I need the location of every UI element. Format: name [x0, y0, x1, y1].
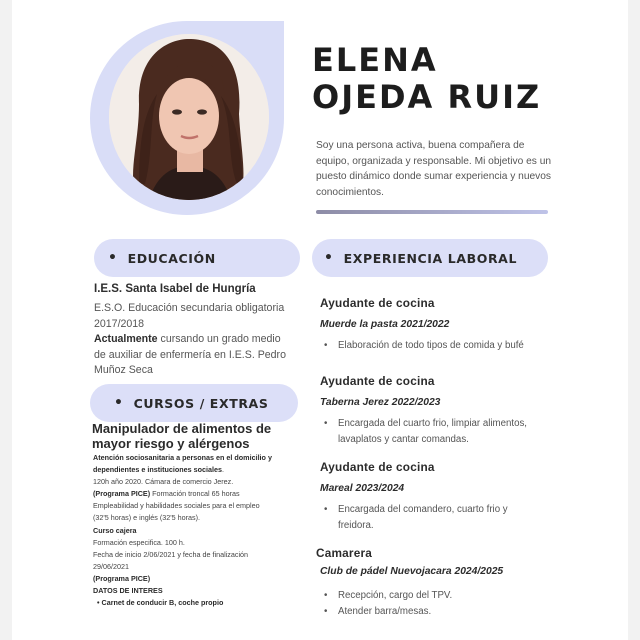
course-details: [93, 452, 273, 609]
bullet-icon: •: [108, 250, 118, 266]
education-details: [94, 301, 294, 379]
bullet-icon: •: [324, 605, 328, 617]
education-line-2: 2017/2018: [94, 317, 145, 330]
first-name: ELENA: [312, 41, 438, 79]
course-main-title: Manipulador de alimentos de mayor riesgo y alérgenos: [92, 421, 272, 451]
bullet-icon: •: [324, 250, 334, 266]
job-place: Mareal 2023/2024: [320, 483, 405, 494]
courses-title: CURSOS / EXTRAS: [133, 395, 269, 411]
list-item-text: Recepción, cargo del TPV.: [338, 590, 453, 601]
list-item-text: Elaboración de todo tipos de comida y bufé: [338, 340, 524, 351]
bullet-icon: •: [97, 598, 100, 608]
education-header: [94, 239, 300, 277]
profile-divider: [316, 210, 548, 214]
job-place: Muerde la pasta 2021/2022: [320, 319, 450, 330]
list-item: [324, 416, 544, 447]
education-title: EDUCACIÓN: [127, 250, 216, 266]
job-description: [324, 338, 544, 354]
bullet-icon: •: [114, 395, 124, 411]
experience-title: EXPERIENCIA LABORAL: [343, 250, 518, 266]
course-3-line-2: Fecha de inicio 2/06/2021 y fecha de finalización: [93, 549, 249, 559]
bullet-icon: •: [324, 504, 328, 515]
candidate-name: [312, 42, 541, 116]
course-2: [93, 488, 273, 524]
course-2-text: Formación troncal 65 horas Empleabilidad y habilidades sociales para el empleo (32'5 horas) e inglés (32'5 horas).: [93, 489, 260, 523]
list-item: [324, 588, 544, 604]
list-item-text: Atender barra/mesas.: [338, 605, 432, 617]
interest-item: [93, 597, 273, 609]
list-item: [324, 604, 544, 620]
bullet-icon: •: [324, 590, 328, 601]
course-1-title: Atención sociosanitaria a personas en el domicilio y dependientes e instituciones sociales: [93, 453, 272, 475]
current-label: Actualmente: [94, 333, 158, 345]
course-1-title-tail: .: [222, 465, 225, 475]
last-name: OJEDA RUIZ: [312, 78, 542, 116]
job-description: [324, 502, 544, 533]
pice-label-2: (Programa PICE): [93, 573, 151, 583]
cv-page: [12, 0, 628, 640]
job-place: Taberna Jerez 2022/2023: [320, 397, 441, 408]
portrait-illustration: [109, 34, 269, 200]
experience-header: [312, 239, 548, 277]
job-title: Ayudante de cocina: [320, 296, 435, 310]
job-description: [324, 416, 544, 447]
education-line-1: E.S.O. Educación secundaria obligatoria: [94, 302, 285, 314]
course-3-line-3: 29/06/2021: [93, 561, 129, 571]
pice-label: (Programa PICE): [93, 489, 151, 499]
profile-summary: Soy una persona activa, buena compañera de equipo, organizada y responsable. Mi objetivo es un puesto dinámico donde sumar experiencia y nuevos conocimientos.: [316, 140, 552, 198]
list-item-text: Encargada del comandero, cuarto frio y freidora.: [338, 504, 508, 531]
interest-title: DATOS DE INTERES: [93, 586, 163, 596]
job-place: Club de pádel Nuevojacara 2024/2025: [320, 566, 504, 577]
course-1: [93, 452, 273, 476]
profile-photo: [109, 34, 269, 200]
job-title: Ayudante de cocina: [320, 374, 435, 388]
job-title: Ayudante de cocina: [320, 460, 435, 474]
bullet-icon: •: [324, 340, 328, 351]
education-current: [94, 332, 294, 379]
interest-item-text: Carnet de conducir B, coche propio: [101, 598, 224, 608]
course-1-line: 120h año 2020. Cámara de comercio Jerez.: [93, 477, 234, 487]
bullet-icon: •: [324, 418, 328, 429]
list-item: [324, 502, 544, 533]
school-name: I.E.S. Santa Isabel de Hungría: [94, 283, 256, 295]
course-3-line-1: Formación especifica. 100 h.: [93, 537, 185, 547]
current-text: cursando un grado medio de auxiliar de enfermería en I.E.S. Pedro Muñoz Seca: [94, 333, 286, 376]
list-item-text: Encargada del cuarto frio, limpiar alimentos, lavaplatos y cantar comandas.: [338, 418, 527, 445]
list-item: [324, 338, 544, 354]
job-description: [324, 588, 544, 619]
job-title: Camarera: [316, 546, 373, 560]
course-3-title: Curso cajera: [93, 525, 137, 535]
courses-header: [90, 384, 298, 422]
